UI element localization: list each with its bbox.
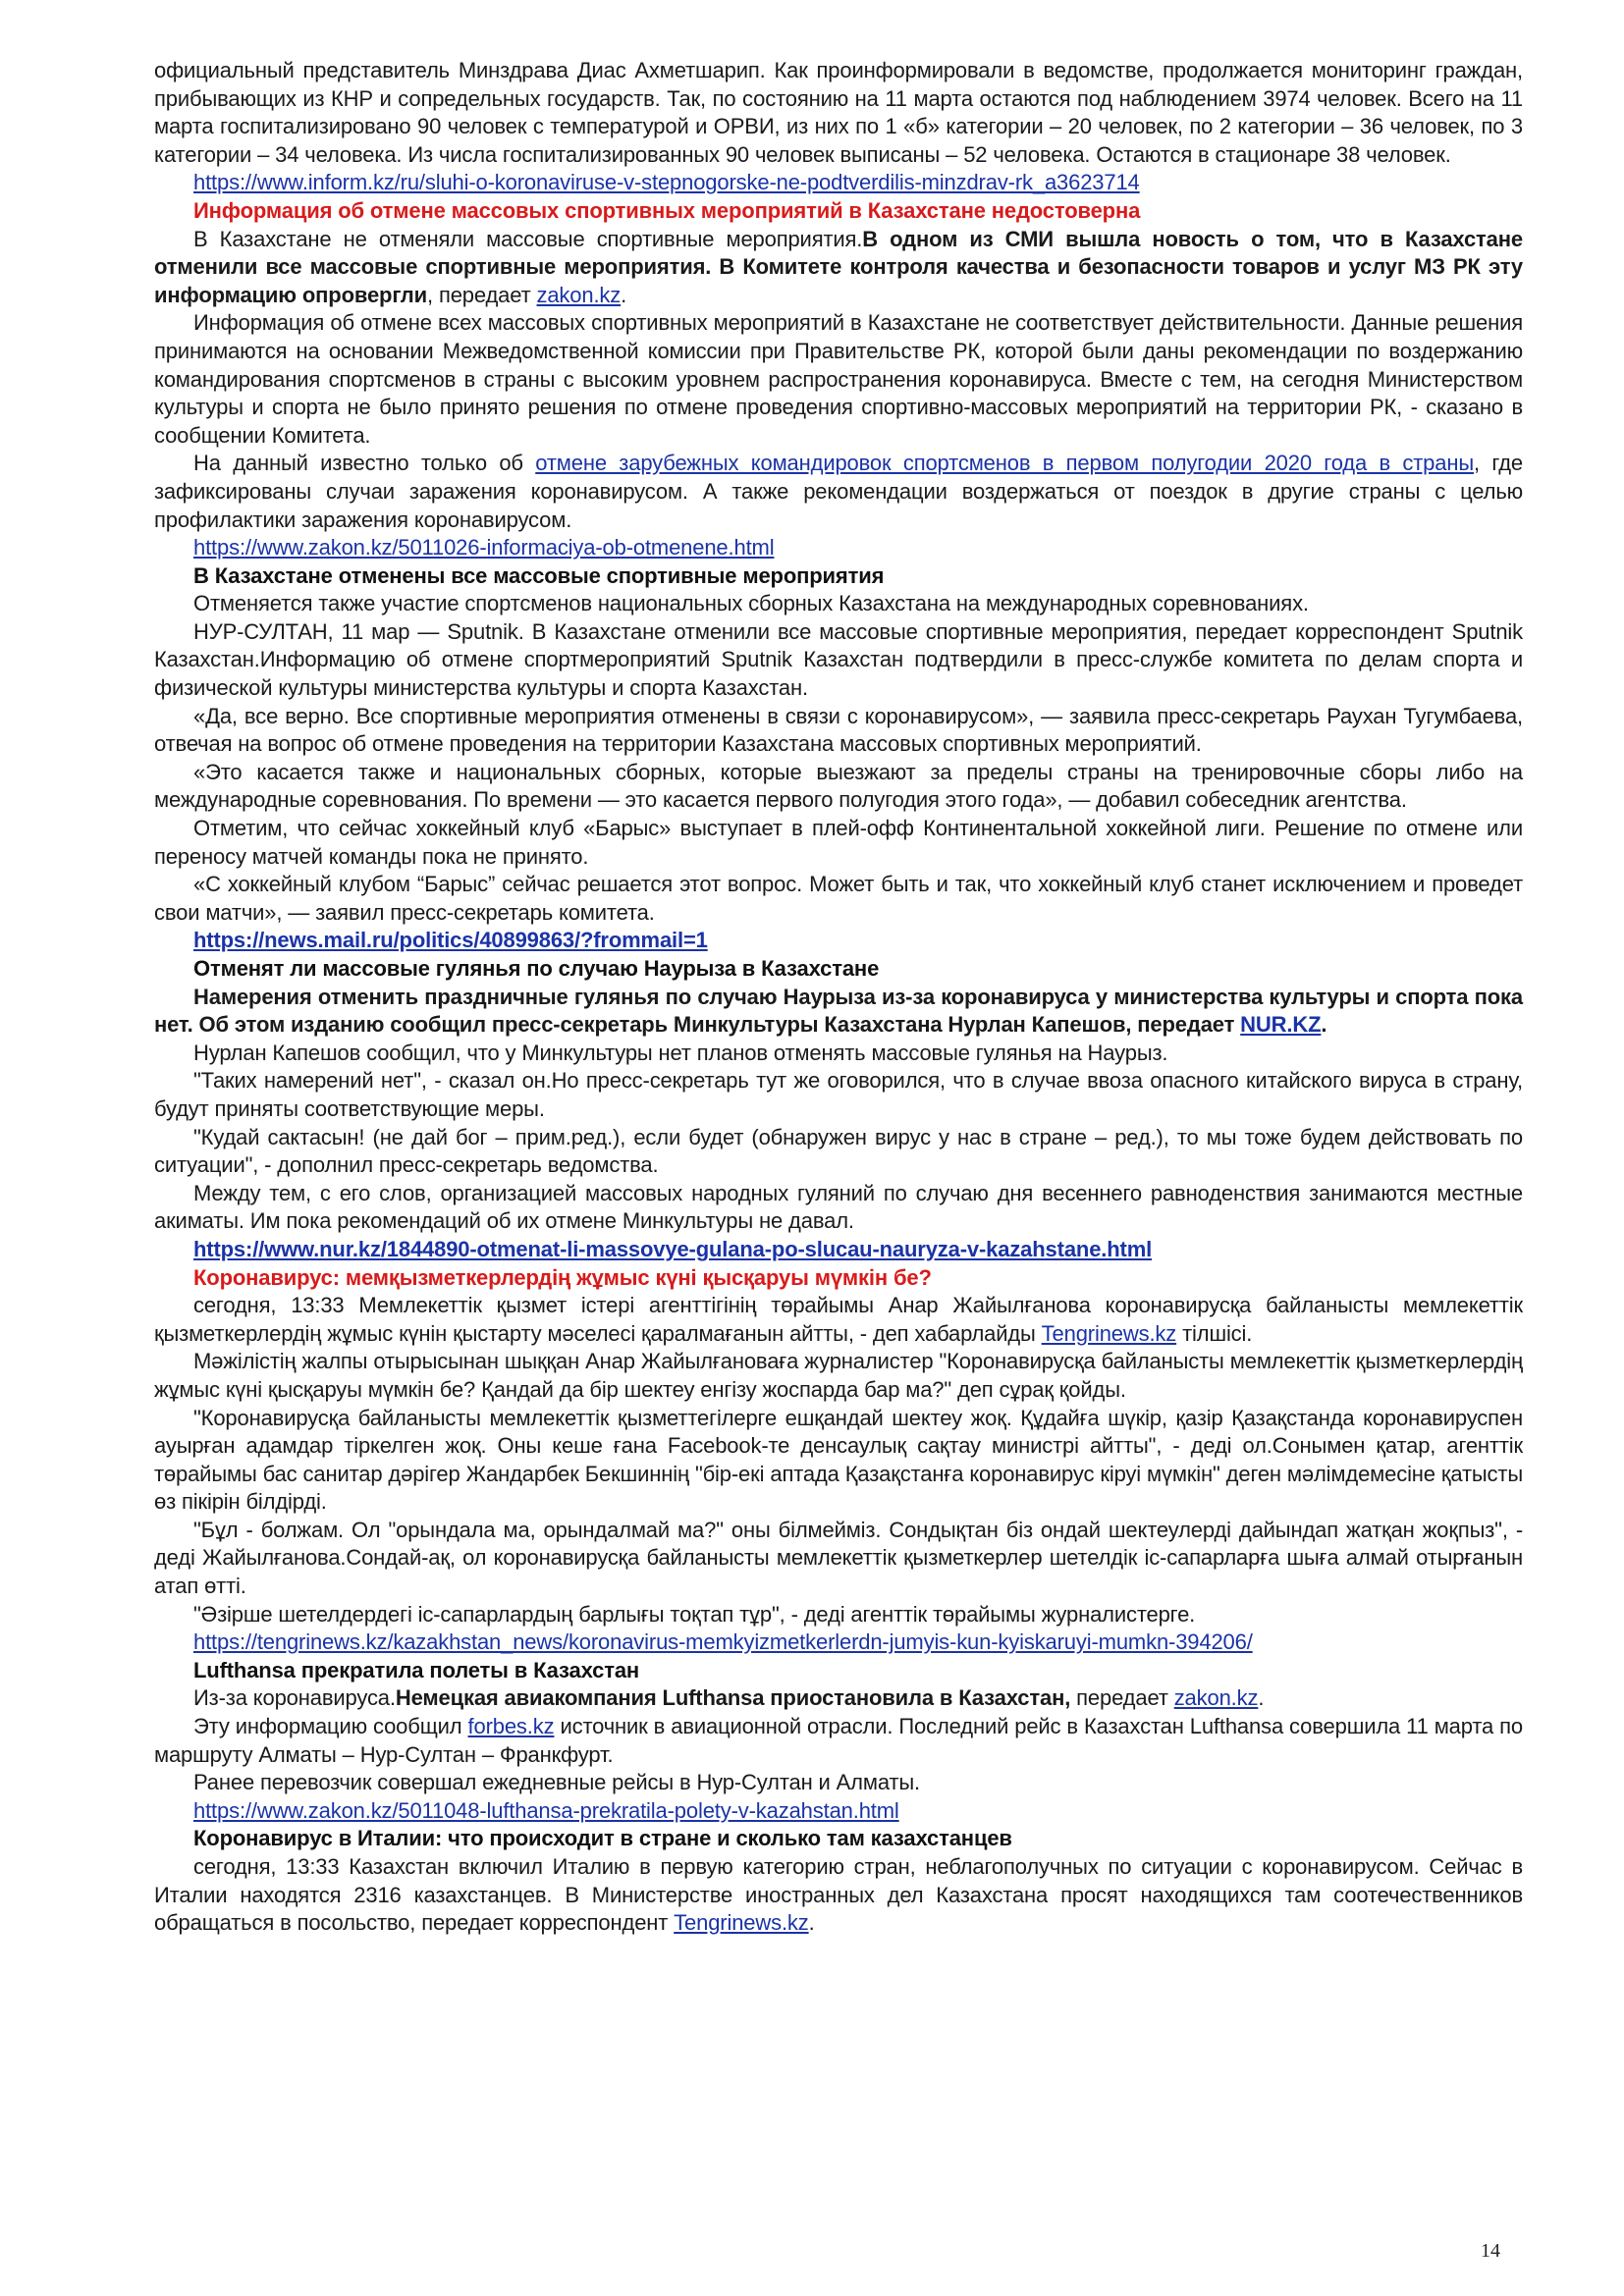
source-link-zakon-5011026[interactable]: https://www.zakon.kz/5011026-informaciya-ob-otmenene.html xyxy=(193,535,775,561)
page-number: 14 xyxy=(1481,2240,1500,2262)
paragraph: Нурлан Капешов сообщил, что у Минкультуры нет планов отменять массовые гулянья на Наурыз. xyxy=(193,1040,1168,1065)
link-forbes-kz[interactable]: forbes.kz xyxy=(467,1714,555,1739)
paragraph: "Кудай сактасын! (не дай бог – прим.ред.), если будет (обнаружен вирус у нас в стране – ред.), то мы тоже будем действовать по ситуации", - дополнил пресс-секретарь ведомства. xyxy=(154,1124,1523,1178)
article-heading-sports-cancelled: В Казахстане отменены все массовые спортивные мероприятия xyxy=(193,562,885,588)
source-link-line xyxy=(154,1797,1523,1826)
document-page xyxy=(154,57,1523,1938)
paragraph: "Әзірше шетелдердегі іс-сапарлардың барлығы тоқтап тұр", - деді агенттік төрайымы журналистерге. xyxy=(193,1601,1196,1627)
paragraph: Между тем, с его слов, организацией массовых народных гуляний по случаю дня весеннего равноденствия занимаются местные акиматы. Им пока рекомендаций об их отмене Минкультуры не давал. xyxy=(154,1180,1523,1234)
paragraph-lufthansa-last-flight: Эту информацию сообщил forbes.kz источник в авиационной отрасли. Последний рейс в Казахстан Lufthansa совершила 11 марта по маршруту Алматы – Нур-Султан – Франкфурт. xyxy=(154,1714,1523,1767)
link-nur-kz[interactable]: NUR.KZ xyxy=(1240,1012,1322,1038)
paragraph-zhaiylganova: сегодня, 13:33 Мемлекеттік қызмет істері агенттігінің төрайымы Анар Жайылғанова коронавирусқа байланысты мемлекеттік қызметкерлердің жұмыс күнін қыстарту мәселесі қаралмағанын айтты, - деп хабарлайды Tengrinews.kz тілшісі. xyxy=(154,1293,1523,1346)
source-link-line xyxy=(154,169,1523,197)
source-link-line xyxy=(154,1629,1523,1657)
paragraph: «Да, все верно. Все спортивные мероприятия отменены в связи с коронавирусом», — заявила пресс-секретарь Раухан Тугумбаева, отвечая на вопрос об отмене проведения на территории Казахстана массовых спортивных мероприятий. xyxy=(154,703,1523,757)
paragraph-sports-not-cancelled: В Казахстане не отменяли массовые спортивные мероприятия.В одном из СМИ вышла новость о том, что в Казахстане отменили все массовые спортивные мероприятия. В Комитете контроля качества и безопасности товаров и услуг МЗ РК эту информацию опровергли, передает zakon.kz. xyxy=(154,226,1523,307)
source-link-zakon-5011048[interactable]: https://www.zakon.kz/5011048-lufthansa-prekratila-polety-v-kazahstan.html xyxy=(193,1797,899,1823)
article-heading-lufthansa: Lufthansa прекратила полеты в Казахстан xyxy=(193,1657,640,1682)
article-heading-nauryz: Отменят ли массовые гулянья по случаю Наурыза в Казахстане xyxy=(193,956,880,981)
source-link-news-mail-ru[interactable]: https://news.mail.ru/politics/40899863/?frommail=1 xyxy=(193,928,708,953)
link-zakon-kz[interactable]: zakon.kz xyxy=(1173,1685,1259,1711)
source-link-inform-kz[interactable]: https://www.inform.kz/ru/sluhi-o-koronaviruse-v-stepnogorske-ne-podtverdilis-minzdrav-rk_a3623714 xyxy=(193,170,1140,195)
paragraph: НУР-СУЛТАН, 11 мар — Sputnik. В Казахстане отменили все массовые спортивные мероприятия, передает корреспондент Sputnik Казахстан.Информацию об отмене спортмероприятий Sputnik Казахстан подтвердили в пресс-службе комитета по делам спорта и физической культуры министерства культуры и спорта Казахстан. xyxy=(154,618,1523,701)
paragraph: Отменяется также участие спортсменов национальных сборных Казахстана на международных соревнованиях. xyxy=(193,591,1309,616)
article-heading-sports-cancel-false: Информация об отмене массовых спортивных мероприятий в Казахстане недостоверна xyxy=(193,197,1141,223)
link-tengrinews-kz[interactable]: Tengrinews.kz xyxy=(674,1910,809,1936)
paragraph: Ранее перевозчик совершал ежедневные рейсы в Нур-Султан и Алматы. xyxy=(193,1770,921,1795)
link-tengrinews-kz[interactable]: Tengrinews.kz xyxy=(1041,1320,1177,1346)
paragraph-nauryz-lead: Намерения отменить праздничные гулянья по случаю Наурыза из-за коронавируса у министерства культуры и спорта пока нет. Об этом изданию сообщил пресс-секретарь Минкультуры Казахстана Нурлан Капешов, передает NUR.KZ. xyxy=(154,984,1523,1038)
paragraph: "Коронавирусқа байланысты мемлекеттік қызметтегілерге ешқандай шектеу жоқ. Құдайға шүкір, қазір Қазақстанда коронавируспен ауырған адамдар тіркелген жоқ. Оны кеше ғана Facebook-те денсаулық сақтау министрі айтты", - деді ол.Сонымен қатар, агенттік төрайымы бас санитар дәрігер Жандарбек Бекшиннің "бір-екі аптада Қазақстанға коронавирус кіруі мүмкін" деген мәлімдемесіне қатысты өз пікірін білдірді. xyxy=(154,1405,1523,1515)
paragraph-italy: сегодня, 13:33 Казахстан включил Италию в первую категорию стран, неблагополучных по ситуации с коронавирусом. Сейчас в Италии находятся 2316 казахстанцев. В Министерстве иностранных дел Казахстана просят находящихся там соотечественников обращаться в посольство, передает корреспондент Tengrinews.kz. xyxy=(154,1854,1523,1936)
paragraph: «Это касается также и национальных сборных, которые выезжают за пределы страны на тренировочные сборы либо на международные соревнования. По времени — это касается первого полугодия этого года», — добавил собеседник агентства. xyxy=(154,759,1523,813)
paragraph: Мәжілістің жалпы отырысынан шыққан Анар Жайылғановаға журналистер "Коронавирусқа байланысты мемлекеттік қызметкерлердің жұмыс күні қысқаруы мүмкін бе? Қандай да бір шектеу енгізу жоспарда бар ма?" деп сұрақ қойды. xyxy=(154,1349,1523,1402)
paragraph: «С хоккейный клубом “Барыс” сейчас решается этот вопрос. Может быть и так, что хоккейный клуб станет исключением и проведет свои матчи», — заявил пресс-секретарь комитета. xyxy=(154,872,1523,925)
source-link-tengrinews-394206[interactable]: https://tengrinews.kz/kazakhstan_news/koronavirus-memkyizmetkerlerdn-jumyis-kun-kyiskaruyi-mumkn-394206/ xyxy=(193,1629,1253,1655)
paragraph: Отметим, что сейчас хоккейный клуб «Барыс» выступает в плей-офф Континентальной хоккейной лиги. Решение по отмене или переносу матчей команды пока не принято. xyxy=(154,816,1523,869)
article-heading-civil-servants: Коронавирус: мемқызметкерлердің жұмыс күні қысқаруы мүмкін бе? xyxy=(193,1264,932,1290)
source-link-line xyxy=(154,927,1523,955)
paragraph-lufthansa-lead: Из-за коронавируса.Немецкая авиакомпания Lufthansa приостановила в Казахстан, передает zakon.kz. xyxy=(193,1685,1265,1711)
paragraph: "Таких намерений нет", - сказал он.Но пресс-секретарь тут же оговорился, что в случае ввоза опасного китайского вируса в страну, будут приняты соответствующие меры. xyxy=(154,1068,1523,1121)
link-zakon-kz[interactable]: zakon.kz xyxy=(536,282,622,307)
link-foreign-trips-cancel[interactable]: отмене зарубежных командировок спортсменов в первом полугодии 2020 года в страны xyxy=(535,451,1474,476)
source-link-nur-kz-1844890[interactable]: https://www.nur.kz/1844890-otmenat-li-massovye-gulana-po-slucau-nauryza-v-kazahstane.html xyxy=(193,1236,1153,1261)
paragraph-foreign-trips: На данный известно только об отмене зарубежных командировок спортсменов в первом полугодии 2020 года в страны, где зафиксированы случаи заражения коронавирусом. А также рекомендации воздержаться от поездок в другие страны с целью профилактики заражения коронавирусом. xyxy=(154,451,1523,532)
article-heading-italy: Коронавирус в Италии: что происходит в стране и сколько там казахстанцев xyxy=(193,1826,1012,1851)
source-link-line xyxy=(154,534,1523,562)
paragraph-minzdrav-monitoring: официальный представитель Минздрава Диас Ахметшарип. Как проинформировали в ведомстве, продолжается мониторинг граждан, прибывающих из КНР и сопредельных государств. Так, по состоянию на 11 марта остаются под наблюдением 3974 человек. Всего на 11 марта госпитализировано 90 человек с температурой и ОРВИ, из них по 1 «б» категории – 20 человек, по 2 категории – 36 человек, по 3 категории – 34 человека. Из числа госпитализированных 90 человек выписаны – 52 человека. Остаются в стационаре 38 человек. xyxy=(154,58,1523,167)
source-link-line xyxy=(154,1236,1523,1264)
paragraph: "Бұл - болжам. Ол "орындала ма, орындалмай ма?" оны білмейміз. Сондықтан біз ондай шектеулерді дайындап жатқан жоқпыз", - деді Жайылғанова.Сондай-ақ, ол коронавирусқа байланысты мемлекеттік қызметкерлер шетелдік іс-сапарларға шыға алмай отырғанын атап өтті. xyxy=(154,1517,1523,1599)
paragraph-committee-statement: Информация об отмене всех массовых спортивных мероприятий в Казахстане не соответствует действительности. Данные решения принимаются на основании Межведомственной комиссии при Правительстве РК, которой были даны рекомендации по воздержанию командирования спортсменов в страны с высоким уровнем распространения коронавируса. Вместе с тем, на сегодня Министерством культуры и спорта не было принято решения по отмене проведения спортивно-массовых мероприятий на территории РК, - сказано в сообщении Комитета. xyxy=(154,310,1523,448)
